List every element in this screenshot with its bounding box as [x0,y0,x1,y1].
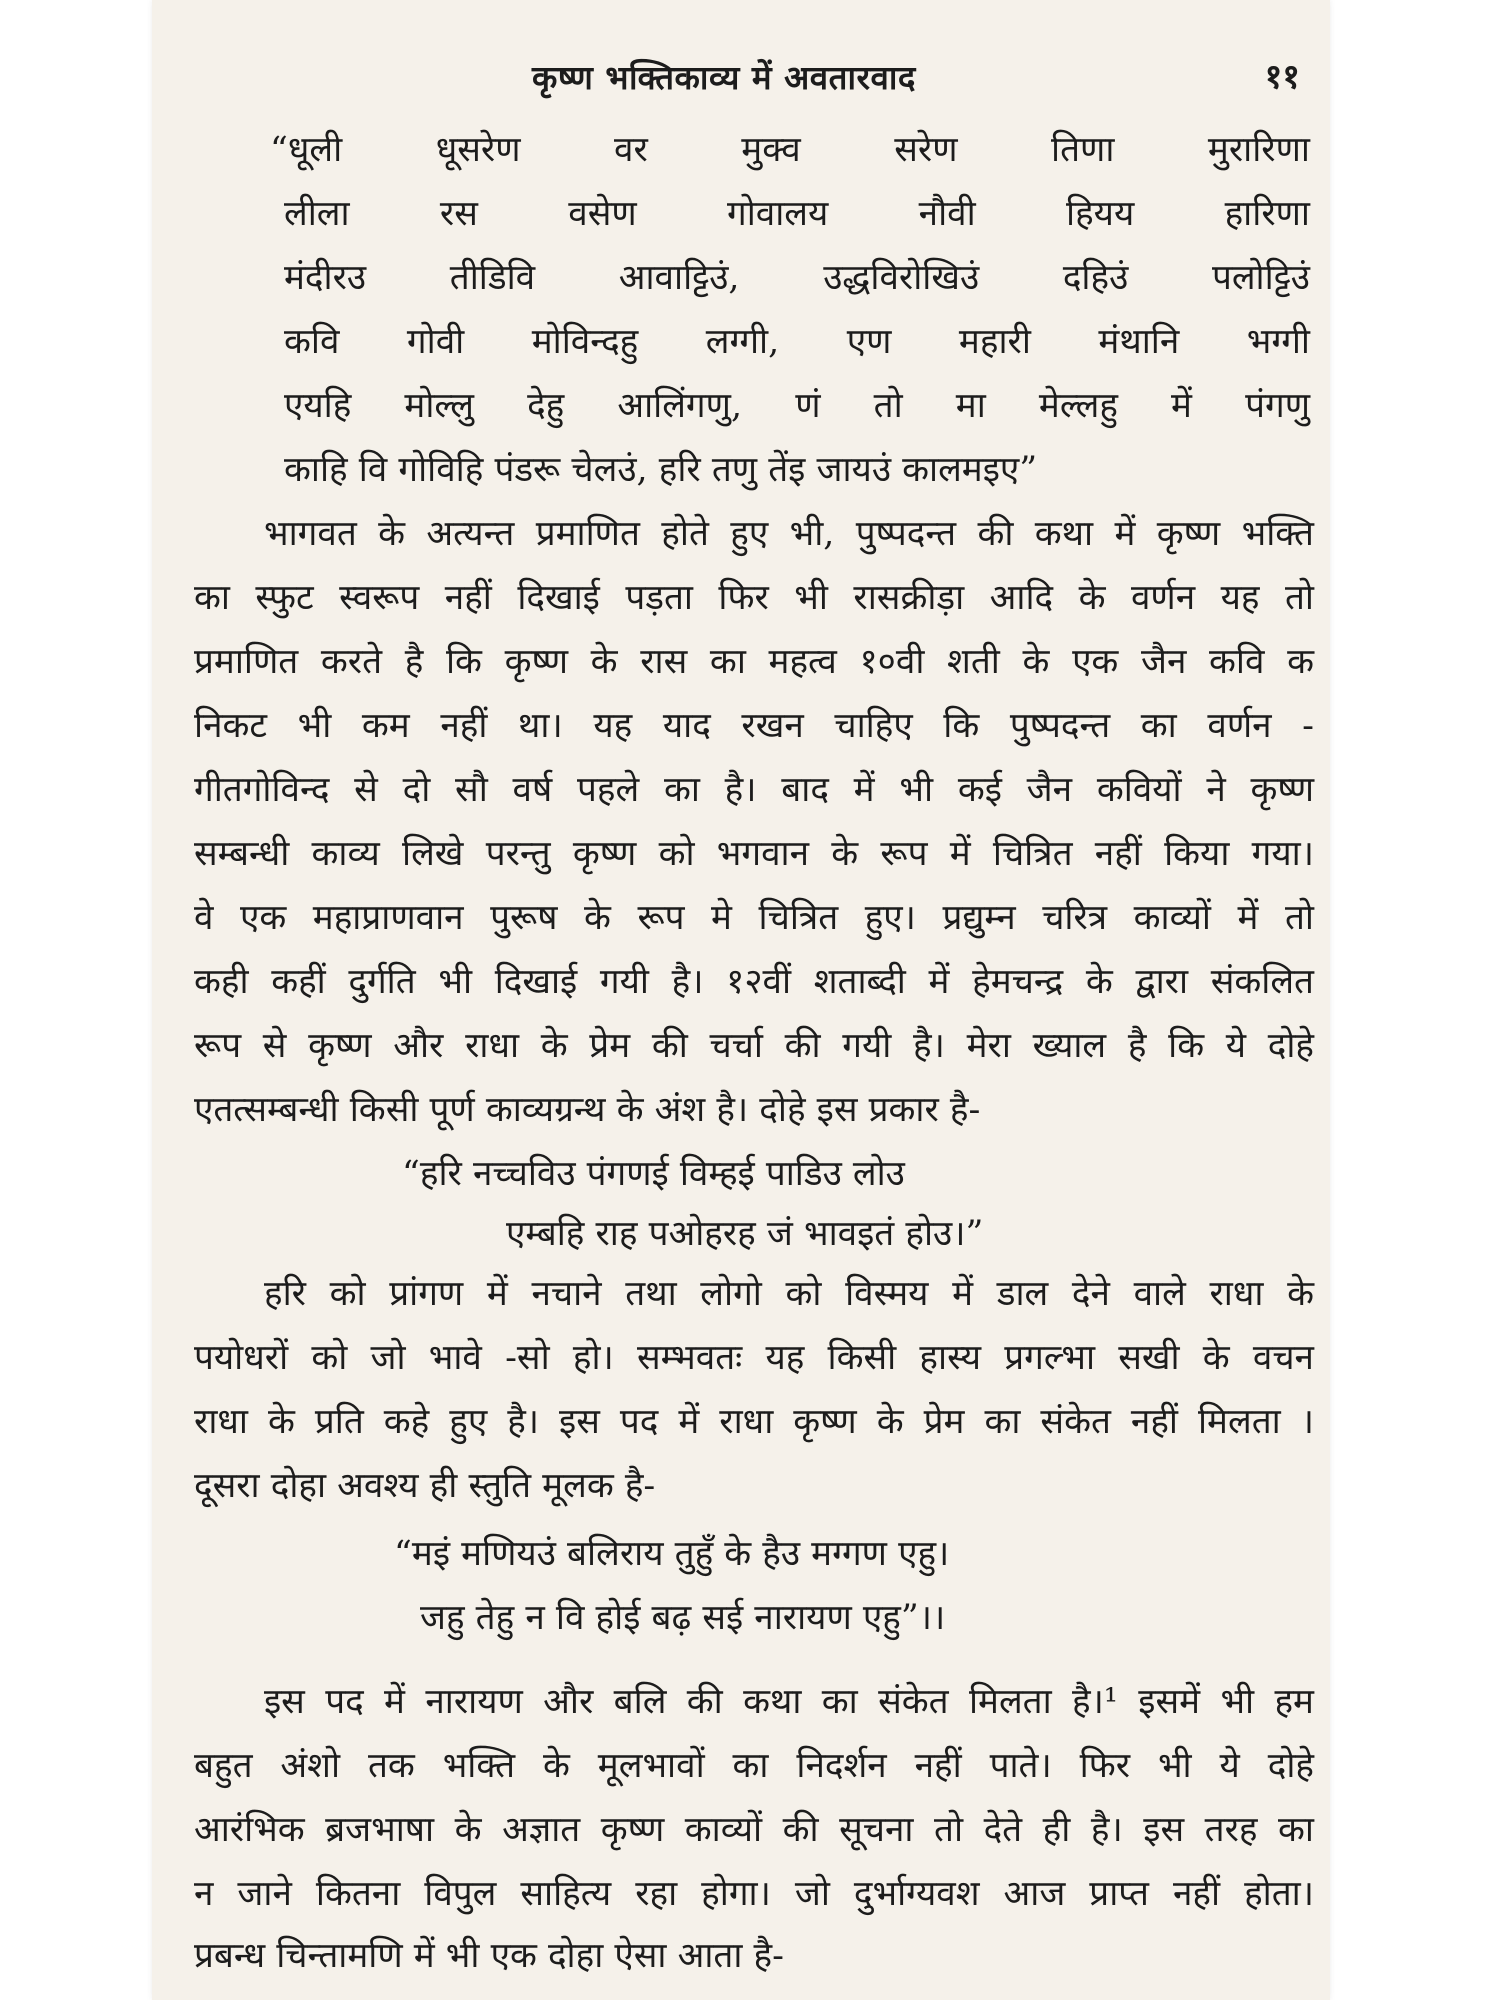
verse1-line: “धूली धूसरेण वर मुक्व सरेण तिणा मुरारिणा [270,130,1310,170]
paragraph-line: निकट भी कम नहीं था। यह याद रखन चाहिए कि पुष्पदन्त का वर्णन - [194,706,1314,746]
verse1-line: एयहि मोल्लु देहु आलिंगणु, णं तो मा मेल्लहु में पंगणु [284,386,1310,426]
paragraph-line: राधा के प्रति कहे हुए है। इस पद में राधा कृष्ण के प्रेम का संकेत नहीं मिलता । [194,1402,1314,1442]
paragraph-line: इस पद में नारायण और बलि की कथा का संकेत मिलता है।¹ इसमें भी हम [264,1682,1314,1722]
verse1-line: कवि गोवी मोविन्दहु लग्गी, एण महारी मंथानि भग्गी [284,322,1310,362]
paragraph-line: बहुत अंशो तक भक्ति के मूलभावों का निदर्शन नहीं पाते। फिर भी ये दोहे [194,1746,1314,1786]
verse3-line: जहु तेहु न वि होई बढ़ सई नारायण एहु”।। [420,1598,946,1638]
verse2-line: एम्बहि राह पओहरह जं भावइतं होउ।” [506,1214,984,1254]
paragraph-line: प्रबन्ध चिन्तामणि में भी एक दोहा ऐसा आता है- [194,1936,784,1976]
paragraph-line: हरि को प्रांगण में नचाने तथा लोगो को विस्मय में डाल देने वाले राधा के [264,1274,1314,1314]
paragraph-line: प्रमाणित करते है कि कृष्ण के रास का महत्व १०वी शती के एक जैन कवि क [194,642,1314,682]
verse2-line: “हरि नच्चविउ पंगणई विम्हई पाडिउ लोउ [402,1154,905,1194]
page-number: ११ [1264,57,1300,97]
verse1-line: काहि वि गोविहि पंडरू चेलउं, हरि तणु तेंइ जायउं कालमइए” [284,450,1038,490]
verse1-line: लीला रस वसेण गोवालय नौवी हियय हारिणा [284,194,1310,234]
page-header [152,38,1330,108]
paragraph-line: वे एक महाप्राणवान पुरूष के रूप मे चित्रित हुए। प्रद्युम्न चरित्र काव्यों में तो [194,898,1314,938]
verse1-line: मंदीरउ तीडिवि आवाट्टिउं, उद्धविरोखिउं दहिउं पलोट्टिउं [284,258,1310,298]
paragraph-line: न जाने कितना विपुल साहित्य रहा होगा। जो दुर्भाग्यवश आज प्राप्त नहीं होता। [194,1874,1314,1914]
paragraph-line: भागवत के अत्यन्त प्रमाणित होते हुए भी, पुष्पदन्त की कथा में कृष्ण भक्ति [264,514,1314,554]
paragraph-line: दूसरा दोहा अवश्य ही स्तुति मूलक है- [194,1466,656,1506]
paragraph-line: कही कहीं दुर्गति भी दिखाई गयी है। १२वीं शताब्दी में हेमचन्द्र के द्वारा संकलित [194,962,1314,1002]
paragraph-line: आरंभिक ब्रजभाषा के अज्ञात कृष्ण काव्यों की सूचना तो देते ही है। इस तरह का [194,1810,1314,1850]
paragraph-line: का स्फुट स्वरूप नहीं दिखाई पड़ता फिर भी रासक्रीड़ा आदि के वर्णन यह तो [194,578,1314,618]
paragraph-line: रूप से कृष्ण और राधा के प्रेम की चर्चा की गयी है। मेरा ख्याल है कि ये दोहे [194,1026,1314,1066]
paragraph-line: सम्बन्धी काव्य लिखे परन्तु कृष्ण को भगवान के रूप में चित्रित नहीं किया गया। [194,834,1314,874]
verse3-line: “मइं मणियउं बलिराय तुहुँ के हैउ मग्गण एहु। [394,1534,950,1574]
running-title: कृष्ण भक्तिकाव्य में अवतारवाद [532,58,916,97]
paragraph-line: एतत्सम्बन्धी किसी पूर्ण काव्यग्रन्थ के अंश है। दोहे इस प्रकार है- [194,1090,981,1130]
book-page [152,0,1330,2000]
paragraph-line: पयोधरों को जो भावे -सो हो। सम्भवतः यह किसी हास्य प्रगल्भा सखी के वचन [194,1338,1314,1378]
paragraph-line: गीतगोविन्द से दो सौ वर्ष पहले का है। बाद में भी कई जैन कवियों ने कृष्ण [194,770,1314,810]
